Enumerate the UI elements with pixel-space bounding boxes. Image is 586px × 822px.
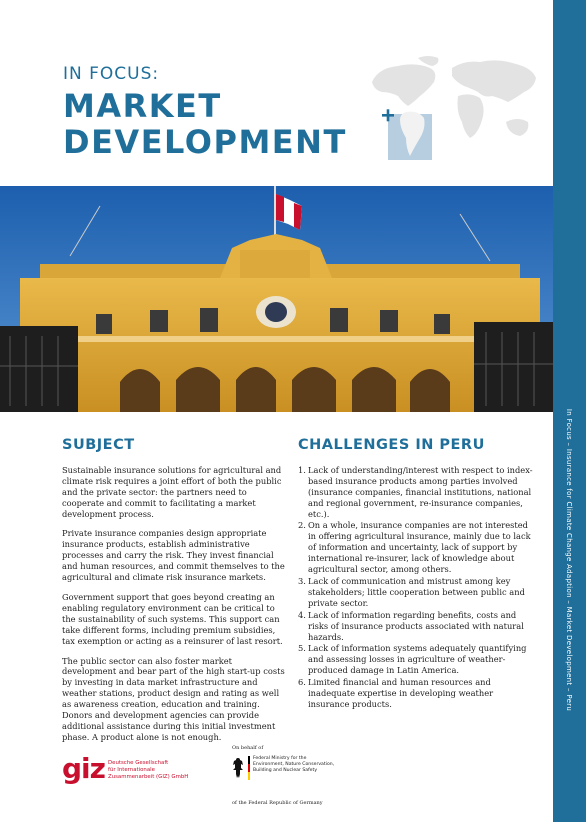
bmub-name-line: Building and Nuclear Safety	[253, 768, 318, 773]
list-item	[298, 465, 534, 520]
building-photo	[0, 186, 553, 412]
bmub-name	[253, 756, 334, 774]
page-title	[63, 88, 347, 160]
flag-bar-gold	[248, 772, 250, 780]
giz-name-line: Zusammenarbeit (GIZ) GmbH	[108, 774, 189, 780]
title-line-1: MARKET	[63, 87, 222, 125]
subject-paragraph: Private insurance companies design appropriate insurance products, establish administrative processes and carry the risk. They invest financial and human resources, and commit themselves to the agricultural and climate risk insurance markets.	[62, 528, 285, 583]
list-item	[298, 643, 534, 676]
list-item	[298, 677, 534, 710]
bmub-name-line: Federal Ministry for the	[253, 756, 307, 761]
title-line-2: DEVELOPMENT	[63, 123, 347, 161]
giz-name	[108, 760, 188, 781]
list-item-number: 3.	[298, 575, 306, 586]
subject-paragraph: The public sector can also foster market development and bear part of the high start-up costs by investing in data market infrastructure and weather stations, product design and rating as well as awareness creation, education and training. Donors and development agencies can provide additional assistance during this initial investment phase. A product alone is not enough.	[62, 655, 285, 742]
list-item-text: Lack of information regarding benefits, costs and risks of insurance products associated with natural hazards.	[308, 609, 524, 642]
challenges-heading: CHALLENGES IN PERU	[298, 437, 485, 453]
list-item-number: 6.	[298, 677, 306, 688]
challenges-list	[298, 465, 534, 710]
list-item-text: Lack of communication and mistrust among key stakeholders; little cooperation between public and private sector.	[308, 575, 525, 608]
flag-bar	[248, 756, 250, 780]
giz-logo: giz	[62, 752, 105, 785]
list-item-text: Lack of understanding/interest with respect to index-based insurance products among parties involved (insurance companies, financial institutions, national and regional government, re-insurance companies, etc.).	[308, 464, 533, 519]
flag-bar-red	[248, 764, 250, 772]
subject-paragraph: Sustainable insurance solutions for agricultural and climate risk requires a joint effort of both the public and the private sector: the partners need to cooperate and commit to facilitating a market development process.	[62, 464, 282, 519]
subject-paragraph: Government support that goes beyond creating an enabling regulatory environment can be critical to the sustainability of such systems. This support can take different forms, including premium subsidies, tax exemption or acting as a reinsurer of last resort.	[62, 591, 283, 646]
list-item-number: 1.	[298, 464, 306, 475]
giz-name-line: Deutsche Gesellschaft	[108, 760, 169, 766]
world-map-icon	[368, 52, 540, 162]
header	[0, 0, 553, 186]
list-item	[298, 610, 534, 643]
list-item-text: Limited financial and human resources and inadequate expertise in developing weather insurance products.	[308, 677, 494, 709]
challenges-section	[298, 437, 534, 711]
sidebar-caption: In Focus – Insurance for Climate Change Adaption – Market Development – Peru	[565, 408, 573, 712]
kicker: IN FOCUS:	[63, 64, 160, 84]
list-item	[298, 576, 534, 609]
bmub-name-line: Environment, Nature Conservation,	[253, 762, 335, 767]
flag-bar-black	[248, 756, 250, 764]
list-item-number: 5.	[298, 643, 306, 654]
federal-eagle-icon	[232, 756, 244, 780]
list-item-text: On a whole, insurance companies are not interested in offering agricultural insurance, mainly due to lack of information and uncertainty, lack of support by international re-insurer, lack of knowledge about agricultural sector, among others.	[308, 520, 531, 575]
list-item-number: 4.	[298, 609, 306, 620]
list-item	[298, 520, 534, 575]
republic-label: of the Federal Republic of Germany	[232, 800, 323, 806]
subject-heading: SUBJECT	[62, 437, 135, 453]
list-item-text: Lack of information systems adequately quantifying and assessing losses in agriculture of weather-produced damage in Latin America.	[308, 643, 527, 676]
on-behalf-label: On behalf of	[232, 745, 264, 751]
list-item-number: 2.	[298, 520, 306, 531]
subject-section	[62, 437, 285, 752]
giz-name-line: für Internationale	[108, 767, 155, 773]
